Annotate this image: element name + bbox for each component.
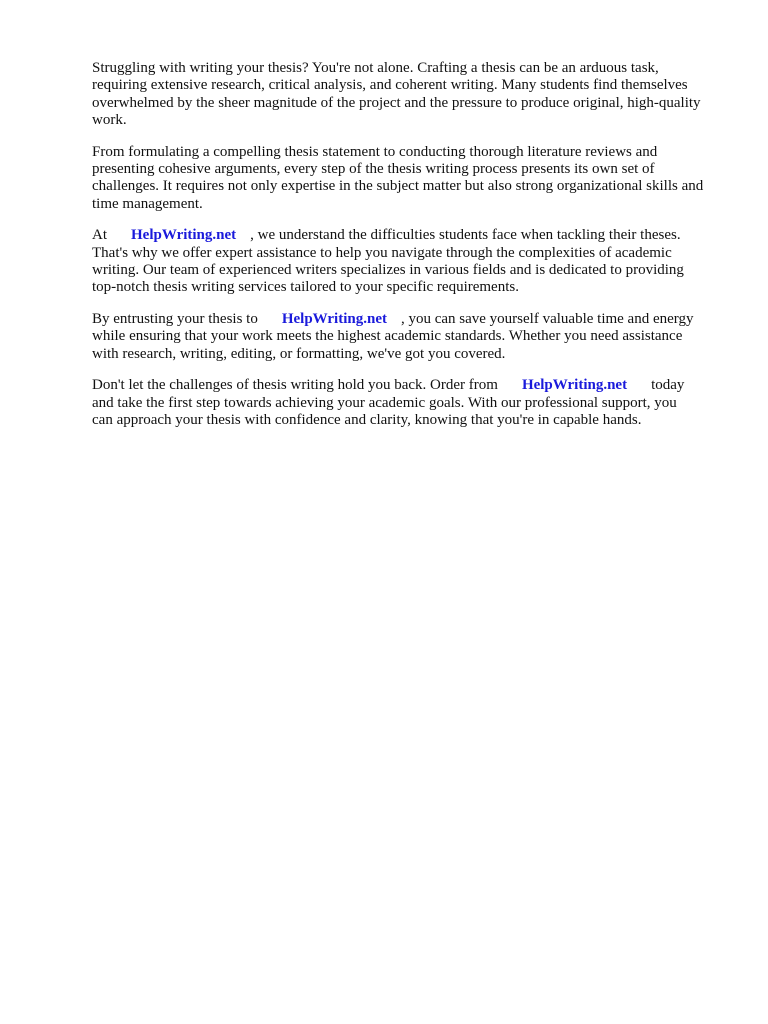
text-line: while ensuring that your work meets the highest academic standards. Whether you need assistance: [92, 328, 683, 345]
paragraph-service: [92, 227, 728, 297]
text-line: From formulating a compelling thesis statement to conducting thorough literature reviews and: [92, 143, 658, 160]
text-fragment: At: [92, 227, 107, 244]
text-line: writing. Our team of experienced writers specializes in various fields and is dedicated to providing: [92, 262, 684, 279]
text-fragment: today: [651, 377, 685, 394]
text-fragment: Don't let the challenges of thesis writing hold you back. Order from: [92, 377, 498, 394]
helpwriting-link[interactable]: HelpWriting.net: [131, 227, 237, 244]
text-line: [92, 227, 728, 244]
text-line: time management.: [92, 195, 203, 212]
text-line: challenges. It requires not only expertise in the subject matter but also strong organizational skills and: [92, 178, 704, 195]
text-line: [92, 377, 728, 394]
text-fragment: , you can save yourself valuable time and energy: [400, 310, 694, 327]
paragraph-challenges: [92, 144, 728, 214]
helpwriting-link[interactable]: HelpWriting.net: [281, 310, 387, 327]
text-line: requiring extensive research, critical analysis, and coherent writing. Many students find themselves: [92, 77, 688, 94]
text-line: Struggling with writing your thesis? You're not alone. Crafting a thesis can be an arduous task,: [92, 60, 659, 76]
paragraph-benefits: [92, 311, 728, 363]
text-line: work.: [92, 112, 127, 129]
text-line: presenting cohesive arguments, every step of the thesis writing process presents its own set of: [92, 161, 655, 178]
text-fragment: By entrusting your thesis to: [92, 310, 258, 327]
helpwriting-link[interactable]: HelpWriting.net: [521, 377, 628, 394]
text-line: overwhelmed by the sheer magnitude of the project and the pressure to produce original, high-quality: [92, 94, 701, 111]
text-line: and take the first step towards achieving your academic goals. With our professional support, you: [92, 394, 677, 411]
text-line: That's why we offer expert assistance to help you navigate through the complexities of academic: [92, 244, 672, 261]
text-line: top-notch thesis writing services tailored to your specific requirements.: [92, 279, 519, 296]
text-fragment: , we understand the difficulties students face when tackling their theses.: [250, 227, 681, 244]
text-line: [92, 311, 728, 328]
paragraph-intro: [92, 60, 728, 130]
text-line: with research, writing, editing, or formatting, we've got you covered.: [92, 345, 506, 362]
text-line: can approach your thesis with confidence and clarity, knowing that you're in capable hands.: [92, 411, 642, 428]
paragraph-call-to-action: [92, 377, 728, 429]
